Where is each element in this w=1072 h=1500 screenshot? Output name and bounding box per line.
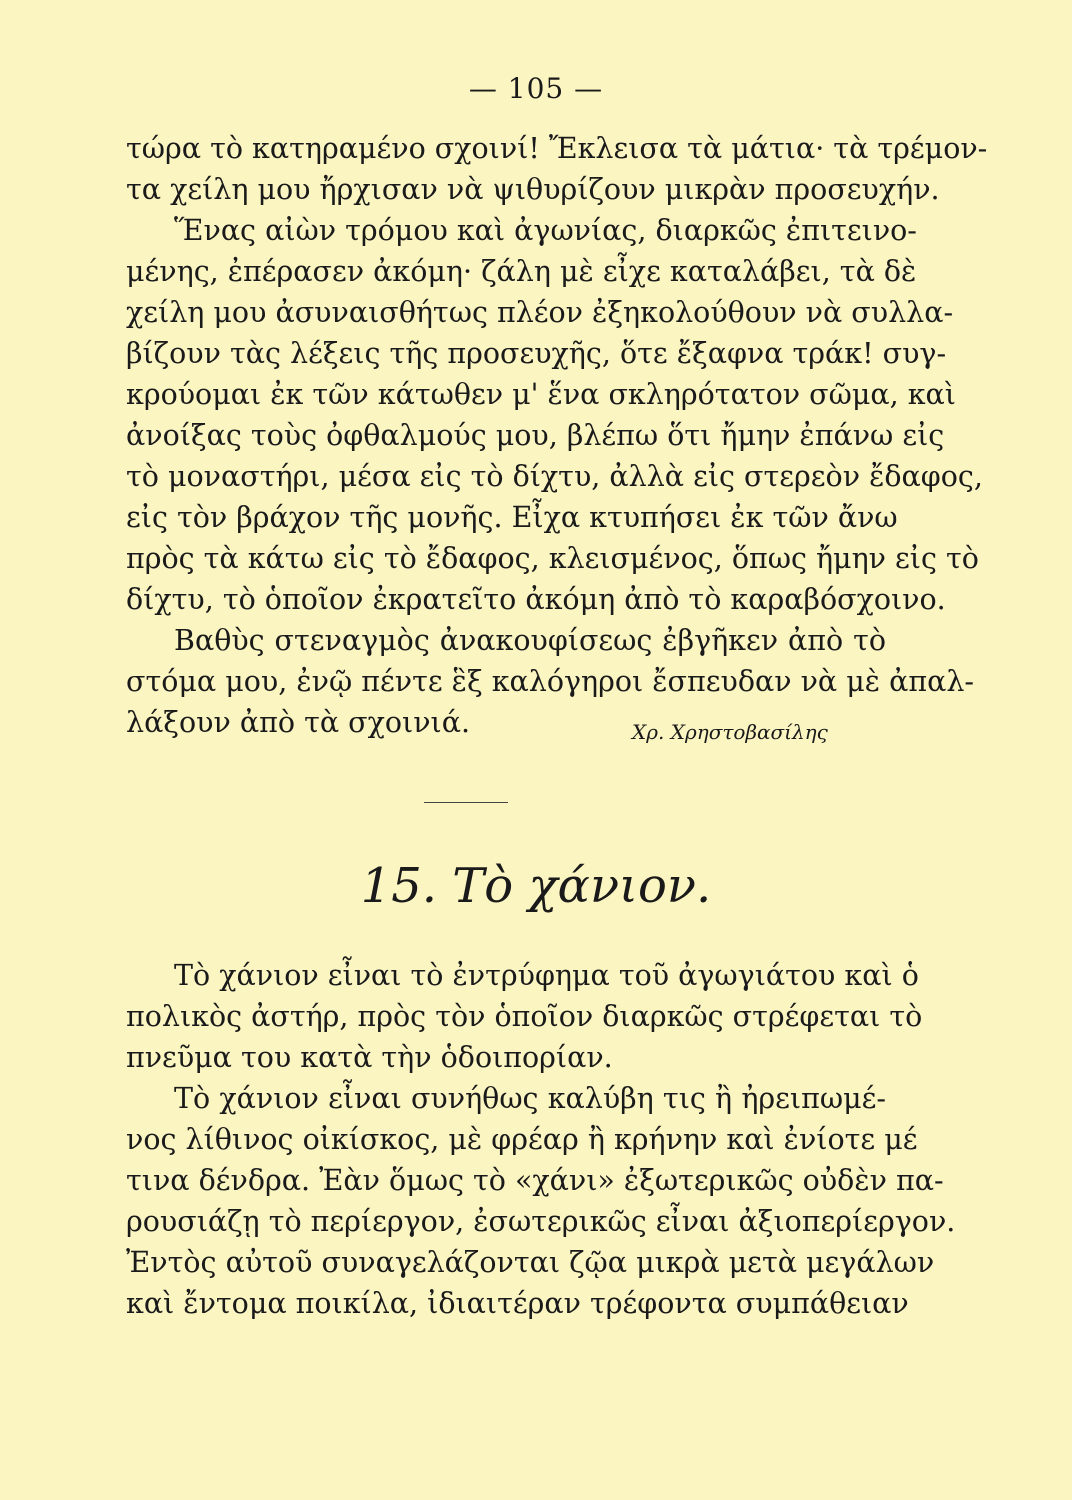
text-line: χείλη μου ἀσυναισθήτως πλέον ἐξηκολούθουν νὰ συλλα- [126,296,954,329]
author-signature: Χρ. Χρηστοβασίλης [632,720,828,744]
text-line: βίζουν τὰς λέξεις τῆς προσευχῆς, ὅτε ἔξαφνα τράκ! συγ- [126,337,947,370]
page-number: — 105 — [468,72,604,105]
paragraph-start-line: Τὸ χάνιον εἶναι συνήθως καλύβη τις ἢ ἠρειπωμέ- [174,1082,886,1115]
paragraph-start-line: Ἕνας αἰὼν τρόμου καὶ ἀγωνίας, διαρκῶς ἐπιτεινο- [174,214,917,247]
text-line: τα χείλη μου ἤρχισαν νὰ ψιθυρίζουν μικρὰν προσευχήν. [126,173,940,206]
text-line: Ἐντὸς αὐτοῦ συναγελάζονται ζῷα μικρὰ μετὰ μεγάλων [126,1246,935,1279]
text-line-last: πνεῦμα του κατὰ τὴν ὁδοιπορίαν. [126,1041,613,1074]
text-line: δίχτυ, τὸ ὁποῖον ἐκρατεῖτο ἀκόμη ἀπὸ τὸ καραβόσχοινο. [126,583,946,616]
text-line: μένης, ἐπέρασεν ἀκόμη· ζάλη μὲ εἶχε καταλάβει, τὰ δὲ [126,255,917,288]
text-line: τώρα τὸ κατηραμένο σχοινί! Ἔκλεισα τὰ μάτια· τὰ τρέμον- [126,132,988,165]
text-line: στόμα μου, ἐνῷ πέντε ἓξ καλόγηροι ἔσπευδαν νὰ μὲ ἀπαλ- [126,665,975,698]
paragraph-start-line: Τὸ χάνιον εἶναι τὸ ἐντρύφημα τοῦ ἀγωγιάτου καὶ ὁ [174,959,919,992]
section-2-text [126,955,956,1324]
text-line: ἀνοίξας τοὺς ὀφθαλμούς μου, βλέπω ὅτι ἤμην ἐπάνω εἰς [126,419,945,452]
text-line-last: λάξουν ἀπὸ τὰ σχοινιά. [126,706,471,739]
section-1-text [126,128,988,743]
text-line: καὶ ἔντομα ποικίλα, ἰδιαιτέραν τρέφοντα συμπάθειαν [126,1287,909,1320]
text-line: πρὸς τὰ κάτω εἰς τὸ ἔδαφος, κλεισμένος, ὅπως ἤμην εἰς τὸ [126,542,979,575]
section-divider [424,802,508,803]
text-line: νος λίθινος οἰκίσκος, μὲ φρέαρ ἢ κρήνην καὶ ἐνίοτε μέ [126,1123,918,1156]
text-line: κρούομαι ἐκ τῶν κάτωθεν μ' ἕνα σκληρότατον σῶμα, καὶ [126,378,956,411]
paragraph-start-line: Βαθὺς στεναγμὸς ἀνακουφίσεως ἐβγῆκεν ἀπὸ τὸ [174,624,886,657]
text-line: τὸ μοναστήρι, μέσα εἰς τὸ δίχτυ, ἀλλὰ εἰς στερεὸν ἔδαφος, [126,460,983,493]
text-line: εἰς τὸν βράχον τῆς μονῆς. Εἶχα κτυπήσει ἐκ τῶν ἄνω [126,501,898,534]
chapter-title: 15. Τὸ χάνιον. [360,858,712,914]
text-line: πολικὸς ἀστήρ, πρὸς τὸν ὁποῖον διαρκῶς στρέφεται τὸ [126,1000,923,1033]
text-line: τινα δένδρα. Ἐὰν ὅμως τὸ «χάνι» ἐξωτερικῶς οὐδὲν πα- [126,1164,944,1197]
text-line: ρουσιάζῃ τὸ περίεργον, ἐσωτερικῶς εἶναι ἀξιοπερίεργον. [126,1205,956,1238]
